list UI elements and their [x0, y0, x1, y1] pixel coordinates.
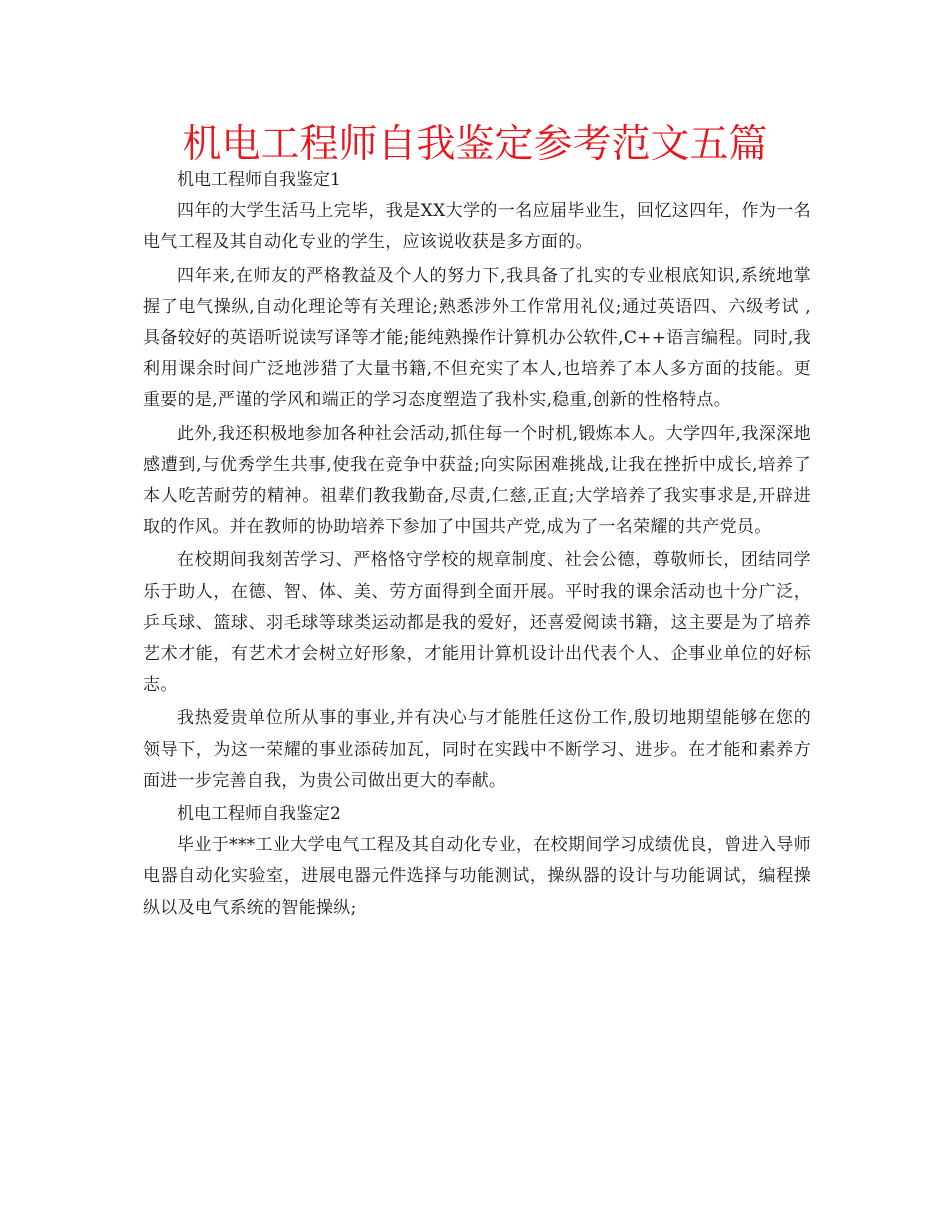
section-heading: 机电工程师自我鉴定1 — [177, 170, 341, 190]
document-title: 机电工程师自我鉴定参考范文五篇 — [182, 122, 768, 167]
body-paragraph: 我热爱贵单位所从事的事业,并有决心与才能胜任这份工作,殷切地期望能够在您的领导下，为这一荣耀的事业添砖加瓦，同时在实践中不断学习、进步。在才能和素养方面进一步完善自我，为贵公司做出更大的奉献。 — [143, 708, 811, 791]
document-body — [143, 165, 811, 924]
body-paragraph: 在校期间我刻苦学习、严格恪守学校的规章制度、社会公德，尊敬师长，团结同学乐于助人，在德、智、体、美、劳方面得到全面开展。平时我的课余活动也十分广泛，乒乓球、篮球、羽毛球等球类运动都是我的爱好，还喜爱阅读书籍，这主要是为了培养艺术才能，有艺术才会树立好形象，才能用计算机设计出代表个人、企事业单位的好标志。 — [143, 550, 811, 696]
body-paragraph: 四年来,在师友的严格教益及个人的努力下,我具备了扎实的专业根底知识,系统地掌握了电气操纵,自动化理论等有关理论;熟悉涉外工作常用礼仪;通过英语四、六级考试 ,具备较好的英语听说读写译等才能;能纯熟操作计算机办公软件,C++语言编程。同时,我利用课余时间广泛地涉猎了大量书籍,不但充实了本人,也培养了本人多方面的技能。更重要的是,严谨的学风和端正的学习态度塑造了我朴实,稳重,创新的性格特点。 — [143, 265, 811, 411]
section-heading: 机电工程师自我鉴定2 — [177, 804, 341, 825]
body-paragraph: 此外,我还积极地参加各种社会活动,抓住每一个时机,锻炼本人。大学四年,我深深地感遭到,与优秀学生共事,使我在竞争中获益;向实际困难挑战,让我在挫折中成长,培养了本人吃苦耐劳的精神。祖辈们教我勤奋,尽责,仁慈,正直;大学培养了我实事求是,开辟进取的作风。并在教师的协助培养下参加了中国共产党,成为了一名荣耀的共产党员。 — [143, 423, 812, 538]
body-paragraph: 毕业于***工业大学电气工程及其自动化专业，在校期间学习成绩优良，曾进入导师电器自动化实验室，进展电器元件选择与功能测试，操纵器的设计与功能调试，编程操纵以及电气系统的智能操纵; — [143, 835, 811, 918]
body-paragraph: 四年的大学生活马上完毕，我是XX大学的一名应届毕业生，回忆这四年，作为一名电气工程及其自动化专业的学生，应该说收获是多方面的。 — [143, 201, 811, 253]
